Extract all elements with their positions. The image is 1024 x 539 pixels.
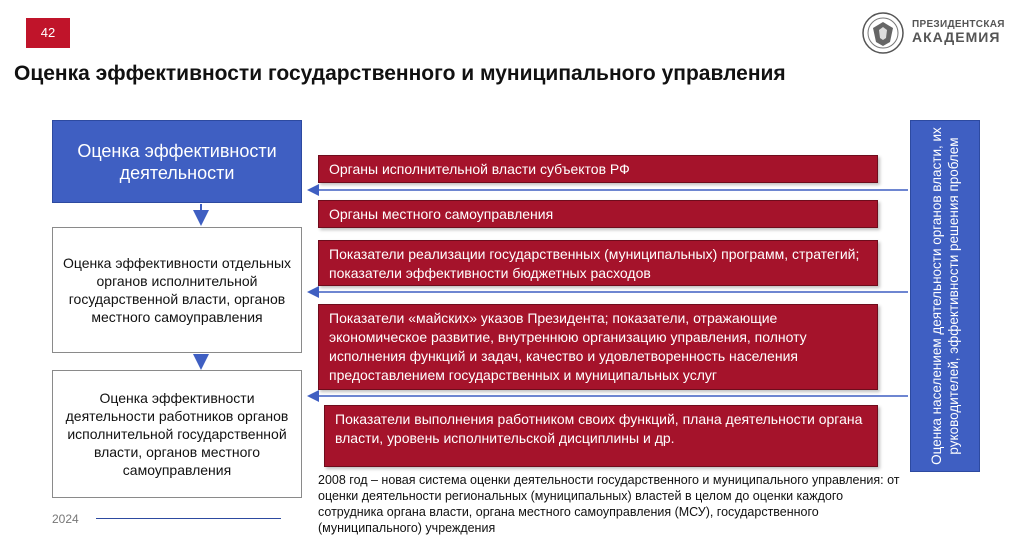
bodies-assessment-box: Оценка эффективности отдельных органов исполнительной государственной власти, органов местного самоуправления — [52, 227, 302, 353]
footer-year: 2024 — [52, 512, 79, 526]
local-government-box: Органы местного самоуправления — [318, 200, 878, 228]
may-decrees-indicators-box: Показатели «майских» указов Президента; показатели, отражающие экономическое развитие, внутреннюю организацию управления, полноту исполнения функций и задач, качество и удовлетворенность населения предоставлением государственных и муниципальных услуг — [318, 304, 878, 390]
footer-line — [96, 518, 281, 519]
page-title: Оценка эффективности государственного и муниципального управления — [14, 62, 786, 85]
regional-bodies-box: Органы исполнительной власти субъектов РФ — [318, 155, 878, 183]
main-assessment-box: Оценка эффективности деятельности — [52, 120, 302, 203]
employee-indicators-box: Показатели выполнения работником своих функций, плана деятельности органа власти, уровень исполнительской дисциплины и др. — [324, 405, 878, 467]
employees-assessment-box: Оценка эффективности деятельности работников органов исполнительной государственной власти, органов местного самоуправления — [52, 370, 302, 498]
programs-indicators-box: Показатели реализации государственных (муниципальных) программ, стратегий; показатели эффективности бюджетных расходов — [318, 240, 878, 286]
public-assessment-text: Оценка населением деятельности органов власти, их руководителей, эффективности решения проблем — [929, 127, 961, 465]
logo-line-2: АКАДЕМИЯ — [912, 29, 1001, 45]
slide-number: 42 — [26, 18, 70, 48]
note-text: 2008 год – новая система оценки деятельности государственного и муниципального управления: от оценки деятельности региональных (муниципальных) властей в целом до оценки каждого сотрудника органа власти, органа местного самоуправления (МСУ), государственного (муниципального) учреждения — [318, 473, 900, 535]
logo-line-1: ПРЕЗИДЕНТСКАЯ — [912, 19, 1005, 30]
